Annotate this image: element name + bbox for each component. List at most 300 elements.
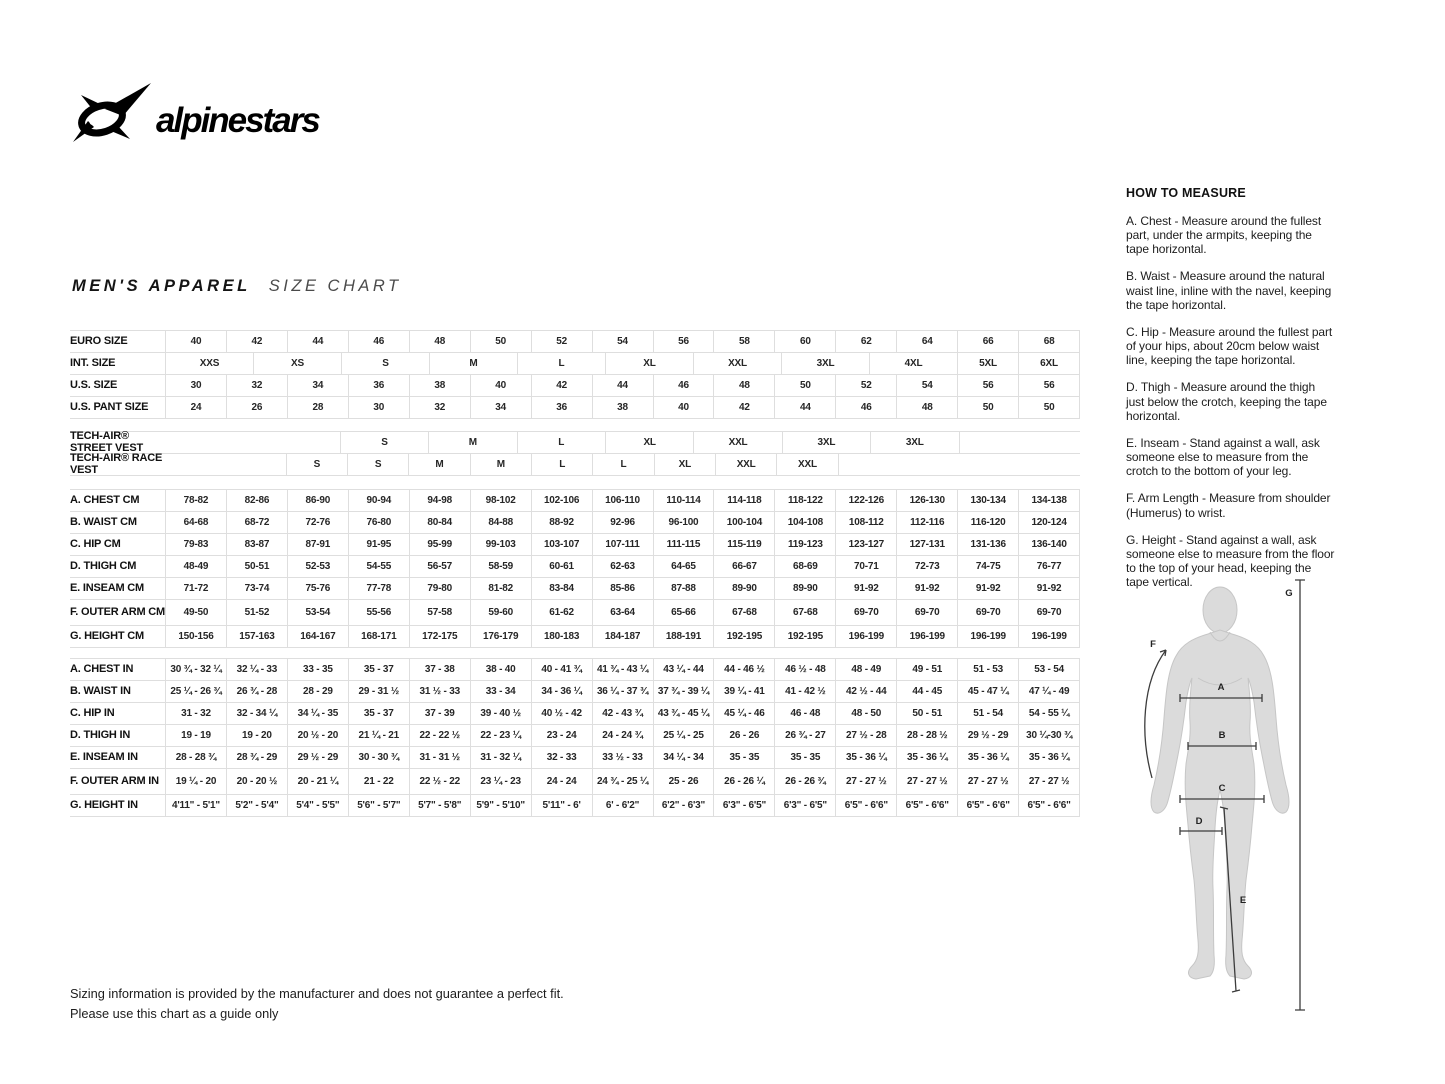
size-cell: 69-70 (835, 600, 896, 625)
size-cell: 20 ½ - 20 (287, 725, 348, 746)
row-cells (165, 534, 1080, 555)
size-cell: 111-115 (653, 534, 714, 555)
size-cell: 52-53 (287, 556, 348, 577)
size-cell: 123-127 (835, 534, 896, 555)
table-row-euro-size (70, 331, 1080, 353)
size-cell: 26 ¾ - 28 (226, 681, 287, 702)
page-title-sub: SIZE CHART (268, 277, 402, 295)
size-cell: 32 - 33 (531, 747, 592, 768)
size-cell: 54-55 (348, 556, 409, 577)
size-cell: 6'5" - 6'6" (1018, 795, 1080, 816)
size-cell: S (286, 454, 347, 475)
size-cell: 25 - 26 (653, 769, 714, 794)
size-cell: 41 ¾ - 43 ¼ (592, 659, 653, 680)
size-cell: 79-83 (165, 534, 226, 555)
table-row-height-cm (70, 626, 1080, 648)
size-cell: L (517, 353, 605, 374)
size-cell: 102-106 (531, 490, 592, 511)
size-cell: 104-108 (774, 512, 835, 533)
size-cell: 56 (957, 375, 1018, 396)
measure-instruction: E. Inseam - Stand against a wall, ask someone else to measure from the crotch to the bottom of your leg. (1126, 435, 1320, 479)
measure-instruction: G. Height - Stand against a wall, ask someone else to measure from the floor to the top of your head, keeping the tape vertical. (1126, 532, 1335, 590)
size-cell: 48 - 50 (835, 703, 896, 724)
size-cell: 38 - 40 (470, 659, 531, 680)
row-cells (165, 600, 1080, 625)
size-cell: 41 - 42 ½ (774, 681, 835, 702)
row-label: C. HIP CM (70, 537, 121, 550)
size-cell: 30 (165, 375, 226, 396)
size-cell: 50 (1018, 397, 1080, 418)
size-cell: 81-82 (470, 578, 531, 599)
size-cell: 27 - 27 ½ (1018, 769, 1080, 794)
size-cell: 27 - 27 ½ (957, 769, 1018, 794)
size-cell: 99-103 (470, 534, 531, 555)
size-cell: 77-78 (348, 578, 409, 599)
size-cell: 6'3" - 6'5" (774, 795, 835, 816)
measure-instruction: B. Waist - Measure around the natural waist line, inline with the navel, keeping the tape horizontal. (1126, 269, 1332, 312)
size-cell: 87-88 (653, 578, 714, 599)
size-cell: 50 - 51 (896, 703, 957, 724)
size-cell: 79-80 (409, 578, 470, 599)
size-cell: 116-120 (957, 512, 1018, 533)
size-cell: S (341, 353, 429, 374)
size-cell: 24 - 24 (531, 769, 592, 794)
size-cell: M (428, 432, 516, 453)
row-label: A. CHEST CM (70, 493, 140, 506)
size-cell: 30 (348, 397, 409, 418)
size-cell: 26 - 26 (713, 725, 774, 746)
size-cell: 35 - 35 (774, 747, 835, 768)
size-cell: 47 ¼ - 49 (1018, 681, 1080, 702)
row-cells (165, 432, 1080, 453)
row-cells (165, 626, 1080, 647)
size-cell: 83-87 (226, 534, 287, 555)
row-cells (165, 747, 1080, 768)
table-row-us-size (70, 375, 1080, 397)
size-cell: 62 (835, 331, 896, 352)
row-label: F. OUTER ARM IN (70, 774, 159, 787)
size-cell: 60-61 (531, 556, 592, 577)
size-cell: 29 - 31 ½ (348, 681, 409, 702)
row-label: A. CHEST IN (70, 662, 134, 675)
size-cell: 61-62 (531, 600, 592, 625)
size-cell: 106-110 (592, 490, 653, 511)
size-cell: 49-50 (165, 600, 226, 625)
size-cell: 127-131 (896, 534, 957, 555)
size-table (70, 330, 1080, 817)
size-cell: 42 - 43 ¾ (592, 703, 653, 724)
size-cell: 58 (713, 331, 774, 352)
size-cell: 44 (774, 397, 835, 418)
size-cell: 119-123 (774, 534, 835, 555)
size-cell: 5'7" - 5'8" (409, 795, 470, 816)
label-b: B (1218, 730, 1226, 741)
size-cell: 40 (470, 375, 531, 396)
size-cell: 48-49 (165, 556, 226, 577)
size-cell: 69-70 (896, 600, 957, 625)
size-cell: 56 (1018, 375, 1080, 396)
size-cell: 46 ½ - 48 (774, 659, 835, 680)
size-cell: 24 - 24 ¾ (592, 725, 653, 746)
alpinestars-logo (72, 80, 322, 146)
size-cell: 51 - 54 (957, 703, 1018, 724)
row-cells (165, 578, 1080, 599)
size-cell: 42 (713, 397, 774, 418)
size-cell: 84-88 (470, 512, 531, 533)
row-cells (165, 331, 1080, 352)
size-cell: 54 (592, 331, 653, 352)
row-label: U.S. SIZE (70, 378, 118, 391)
size-cell: 126-130 (896, 490, 957, 511)
size-cell: 65-66 (653, 600, 714, 625)
size-cell: 28 - 28 ½ (896, 725, 957, 746)
page-title (72, 277, 402, 296)
row-cells (165, 703, 1080, 724)
table-row-height-in (70, 795, 1080, 817)
size-cell: 35 - 35 (713, 747, 774, 768)
size-cell: 42 ½ - 44 (835, 681, 896, 702)
size-cell: 46 (653, 375, 714, 396)
measure-instruction: C. Hip - Measure around the fullest part of your hips, about 20cm below waist line, keeping the tape horizontal. (1126, 324, 1333, 368)
size-cell: 34 ¼ - 34 (653, 747, 714, 768)
size-cell: 196-199 (835, 626, 896, 647)
size-cell: 70-71 (835, 556, 896, 577)
size-cell: 44 (287, 331, 348, 352)
size-cell: 44 - 46 ½ (713, 659, 774, 680)
size-cell: 25 ¼ - 26 ¾ (165, 681, 226, 702)
table-row-int-size (70, 353, 1080, 375)
table-row-us-pant-size (70, 397, 1080, 419)
size-cell: 28 (287, 397, 348, 418)
size-cell: 115-119 (713, 534, 774, 555)
size-cell: 91-92 (835, 578, 896, 599)
size-cell: 37 - 39 (409, 703, 470, 724)
size-cell: 72-73 (896, 556, 957, 577)
size-cell: 89-90 (713, 578, 774, 599)
size-cell: 23 - 24 (531, 725, 592, 746)
size-cell: 32 (409, 397, 470, 418)
row-cells (165, 659, 1080, 680)
cell-spacer (960, 432, 1081, 453)
row-cells (165, 556, 1080, 577)
size-cell: XXL (715, 454, 776, 475)
size-cell: 3XL (781, 353, 869, 374)
size-cell: M (429, 353, 517, 374)
size-cell: XL (605, 353, 693, 374)
table-row-chest-cm (70, 490, 1080, 512)
size-cell: 24 (165, 397, 226, 418)
size-cell: 44 (592, 375, 653, 396)
size-cell: 39 - 40 ½ (470, 703, 531, 724)
row-cells (165, 490, 1080, 511)
size-cell: 46 (835, 397, 896, 418)
size-cell: 33 - 34 (470, 681, 531, 702)
size-cell: 75-76 (287, 578, 348, 599)
table-row-outer-arm-cm (70, 600, 1080, 626)
size-cell: XL (654, 454, 715, 475)
size-cell: 6'5" - 6'6" (957, 795, 1018, 816)
size-cell: 40 (165, 331, 226, 352)
how-to-measure-title: HOW TO MEASURE (1126, 186, 1246, 200)
size-cell: 21 - 22 (348, 769, 409, 794)
size-cell: 90-94 (348, 490, 409, 511)
row-cells (165, 512, 1080, 533)
row-label: D. THIGH CM (70, 559, 137, 572)
size-cell: 6'5" - 6'6" (896, 795, 957, 816)
table-row-chest-in (70, 659, 1080, 681)
size-cell: 68-69 (774, 556, 835, 577)
size-cell: 38 (592, 397, 653, 418)
size-cell: 91-95 (348, 534, 409, 555)
size-cell: 88-92 (531, 512, 592, 533)
size-cell: 55-56 (348, 600, 409, 625)
size-table-group-measures-cm (70, 489, 1080, 648)
size-cell: 69-70 (1018, 600, 1080, 625)
row-cells (165, 397, 1080, 418)
size-cell: 120-124 (1018, 512, 1080, 533)
size-cell: 3XL (870, 432, 959, 453)
size-cell: 22 ½ - 22 (409, 769, 470, 794)
size-cell: 108-112 (835, 512, 896, 533)
size-cell: 62-63 (592, 556, 653, 577)
row-label: C. HIP IN (70, 706, 115, 719)
row-label: B. WAIST CM (70, 515, 137, 528)
size-cell: 71-72 (165, 578, 226, 599)
size-cell: 112-116 (896, 512, 957, 533)
size-cell: 130-134 (957, 490, 1018, 511)
size-cell: 68-72 (226, 512, 287, 533)
size-cell: 196-199 (1018, 626, 1080, 647)
table-row-inseam-in (70, 747, 1080, 769)
size-cell: 50 (470, 331, 531, 352)
row-cells (165, 353, 1080, 374)
size-cell: 68 (1018, 331, 1080, 352)
size-cell: 164-167 (287, 626, 348, 647)
table-row-tech-air-street-vest (70, 429, 1080, 454)
size-cell: 22 - 23 ¼ (470, 725, 531, 746)
size-cell: 103-107 (531, 534, 592, 555)
size-cell: 24 ¾ - 25 ¼ (592, 769, 653, 794)
size-cell: 114-118 (713, 490, 774, 511)
size-cell: 20 - 20 ½ (226, 769, 287, 794)
size-cell: 26 - 26 ¼ (713, 769, 774, 794)
size-cell: 5'11" - 6' (531, 795, 592, 816)
size-cell: 57-58 (409, 600, 470, 625)
size-cell: 23 ¼ - 23 (470, 769, 531, 794)
size-cell: 28 - 28 ¾ (165, 747, 226, 768)
size-cell: 91-92 (957, 578, 1018, 599)
size-cell: 192-195 (713, 626, 774, 647)
size-cell: 192-195 (774, 626, 835, 647)
size-cell: 26 (226, 397, 287, 418)
size-cell: 36 (531, 397, 592, 418)
size-cell: 5'2" - 5'4" (226, 795, 287, 816)
row-label: E. INSEAM CM (70, 581, 144, 594)
size-cell: 66-67 (713, 556, 774, 577)
size-cell: 73-74 (226, 578, 287, 599)
body-measurement-figure (1138, 570, 1318, 1022)
size-cell: 48 (896, 397, 957, 418)
size-cell: XXL (693, 353, 781, 374)
disclaimer-line-1: Sizing information is provided by the manufacturer and does not guarantee a perfect fit. (70, 986, 564, 1001)
row-label: B. WAIST IN (70, 684, 131, 697)
row-label: TECH-AIR® STREET VEST (70, 429, 143, 454)
disclaimer (70, 984, 564, 1024)
size-cell: 35 - 37 (348, 659, 409, 680)
size-cell: 34 (287, 375, 348, 396)
size-cell: 48 - 49 (835, 659, 896, 680)
size-cell: 43 ¼ - 44 (653, 659, 714, 680)
size-cell: 29 ½ - 29 (287, 747, 348, 768)
size-cell: 74-75 (957, 556, 1018, 577)
table-row-tech-air-race-vest (70, 451, 1080, 476)
size-cell: 30 ¼-30 ¾ (1018, 725, 1080, 746)
size-cell: 31 - 32 (165, 703, 226, 724)
size-cell: 89-90 (774, 578, 835, 599)
size-cell: 6'2" - 6'3" (653, 795, 714, 816)
size-cell: 32 (226, 375, 287, 396)
size-cell: 38 (409, 375, 470, 396)
size-cell: 64-65 (653, 556, 714, 577)
label-f: F (1150, 639, 1156, 650)
size-cell: 49 - 51 (896, 659, 957, 680)
size-cell: 80-84 (409, 512, 470, 533)
size-cell: 118-122 (774, 490, 835, 511)
page-title-main: MEN'S APPAREL (72, 277, 251, 295)
size-cell: 36 (348, 375, 409, 396)
size-cell: 31 - 32 ¼ (470, 747, 531, 768)
size-cell: 19 ¼ - 20 (165, 769, 226, 794)
size-cell: 34 ¼ - 35 (287, 703, 348, 724)
row-label: G. HEIGHT CM (70, 629, 144, 642)
table-row-hip-in (70, 703, 1080, 725)
size-cell: 59-60 (470, 600, 531, 625)
size-cell: 28 ¾ - 29 (226, 747, 287, 768)
size-cell: 43 ¾ - 45 ¼ (653, 703, 714, 724)
size-cell: 67-68 (713, 600, 774, 625)
size-cell: 48 (409, 331, 470, 352)
label-e: E (1239, 895, 1247, 906)
size-cell: 76-77 (1018, 556, 1080, 577)
size-cell: 45 - 47 ¼ (957, 681, 1018, 702)
size-cell: 134-138 (1018, 490, 1080, 511)
size-cell: 37 ¾ - 39 ¼ (653, 681, 714, 702)
size-cell: 46 - 48 (774, 703, 835, 724)
row-cells (165, 769, 1080, 794)
cell-spacer (165, 454, 286, 475)
size-cell: 51-52 (226, 600, 287, 625)
row-cells (165, 375, 1080, 396)
size-cell: 5XL (957, 353, 1018, 374)
size-cell: 26 - 26 ¾ (774, 769, 835, 794)
size-cell: L (517, 432, 605, 453)
size-cell: S (340, 432, 428, 453)
alpinestars-star-icon (73, 83, 151, 142)
measure-instruction: A. Chest - Measure around the fullest part, under the armpits, keeping the tape horizontal. (1126, 214, 1322, 257)
size-cell: 107-111 (592, 534, 653, 555)
row-cells (165, 681, 1080, 702)
size-cell: 58-59 (470, 556, 531, 577)
row-label: D. THIGH IN (70, 728, 131, 741)
size-cell: 53 - 54 (1018, 659, 1080, 680)
row-label: EURO SIZE (70, 334, 128, 347)
size-cell: XS (253, 353, 341, 374)
size-cell: 30 - 30 ¾ (348, 747, 409, 768)
size-cell: 188-191 (653, 626, 714, 647)
size-cell: L (592, 454, 653, 475)
size-cell: 100-104 (713, 512, 774, 533)
size-cell: 34 - 36 ¼ (531, 681, 592, 702)
label-c: C (1218, 783, 1226, 794)
size-table-group-tech-air (70, 431, 1080, 476)
size-cell: 3XL (782, 432, 870, 453)
size-cell: XXS (165, 353, 253, 374)
size-cell: S (347, 454, 408, 475)
size-cell: 131-136 (957, 534, 1018, 555)
size-cell: 5'4" - 5'5" (287, 795, 348, 816)
size-cell: 51 - 53 (957, 659, 1018, 680)
size-cell: L (531, 454, 592, 475)
size-cell: 56 (653, 331, 714, 352)
size-table-group-measures-in (70, 658, 1080, 817)
size-cell: M (470, 454, 531, 475)
size-cell: 78-82 (165, 490, 226, 511)
size-cell: 40 ½ - 42 (531, 703, 592, 724)
label-a: A (1217, 682, 1225, 693)
size-cell: 176-179 (470, 626, 531, 647)
size-cell: 6'5" - 6'6" (835, 795, 896, 816)
size-cell: 42 (226, 331, 287, 352)
size-cell: 50 (957, 397, 1018, 418)
size-cell: 37 - 38 (409, 659, 470, 680)
size-cell: 27 - 27 ½ (896, 769, 957, 794)
size-cell: 136-140 (1018, 534, 1080, 555)
size-cell: 32 - 34 ¼ (226, 703, 287, 724)
size-cell: 44 - 45 (896, 681, 957, 702)
size-cell: 29 ½ - 29 (957, 725, 1018, 746)
size-cell: 54 - 55 ¼ (1018, 703, 1080, 724)
size-cell: 6'3" - 6'5" (713, 795, 774, 816)
row-cells (165, 725, 1080, 746)
measure-instruction: D. Thigh - Measure around the thigh just below the crotch, keeping the tape horizontal. (1126, 380, 1327, 423)
row-label: F. OUTER ARM CM (70, 605, 165, 618)
size-cell: 96-100 (653, 512, 714, 533)
table-row-inseam-cm (70, 578, 1080, 600)
size-cell: 50 (774, 375, 835, 396)
size-cell: 5'6" - 5'7" (348, 795, 409, 816)
table-row-hip-cm (70, 534, 1080, 556)
size-cell: 21 ¼ - 21 (348, 725, 409, 746)
size-cell: 172-175 (409, 626, 470, 647)
size-cell: 110-114 (653, 490, 714, 511)
size-cell: 40 - 41 ¾ (531, 659, 592, 680)
size-cell: 52 (835, 375, 896, 396)
size-cell: 45 ¼ - 46 (713, 703, 774, 724)
disclaimer-line-2: Please use this chart as a guide only (70, 1005, 279, 1021)
size-cell: 95-99 (409, 534, 470, 555)
size-cell: 48 (713, 375, 774, 396)
size-cell: 87-91 (287, 534, 348, 555)
size-cell: 52 (531, 331, 592, 352)
size-cell: 91-92 (896, 578, 957, 599)
size-cell: 22 - 22 ½ (409, 725, 470, 746)
row-label: G. HEIGHT IN (70, 798, 138, 811)
how-to-measure-panel (1126, 186, 1336, 602)
size-cell: 83-84 (531, 578, 592, 599)
size-cell: 60 (774, 331, 835, 352)
cell-spacer (839, 454, 1080, 475)
how-to-measure-paragraphs (1126, 214, 1336, 589)
